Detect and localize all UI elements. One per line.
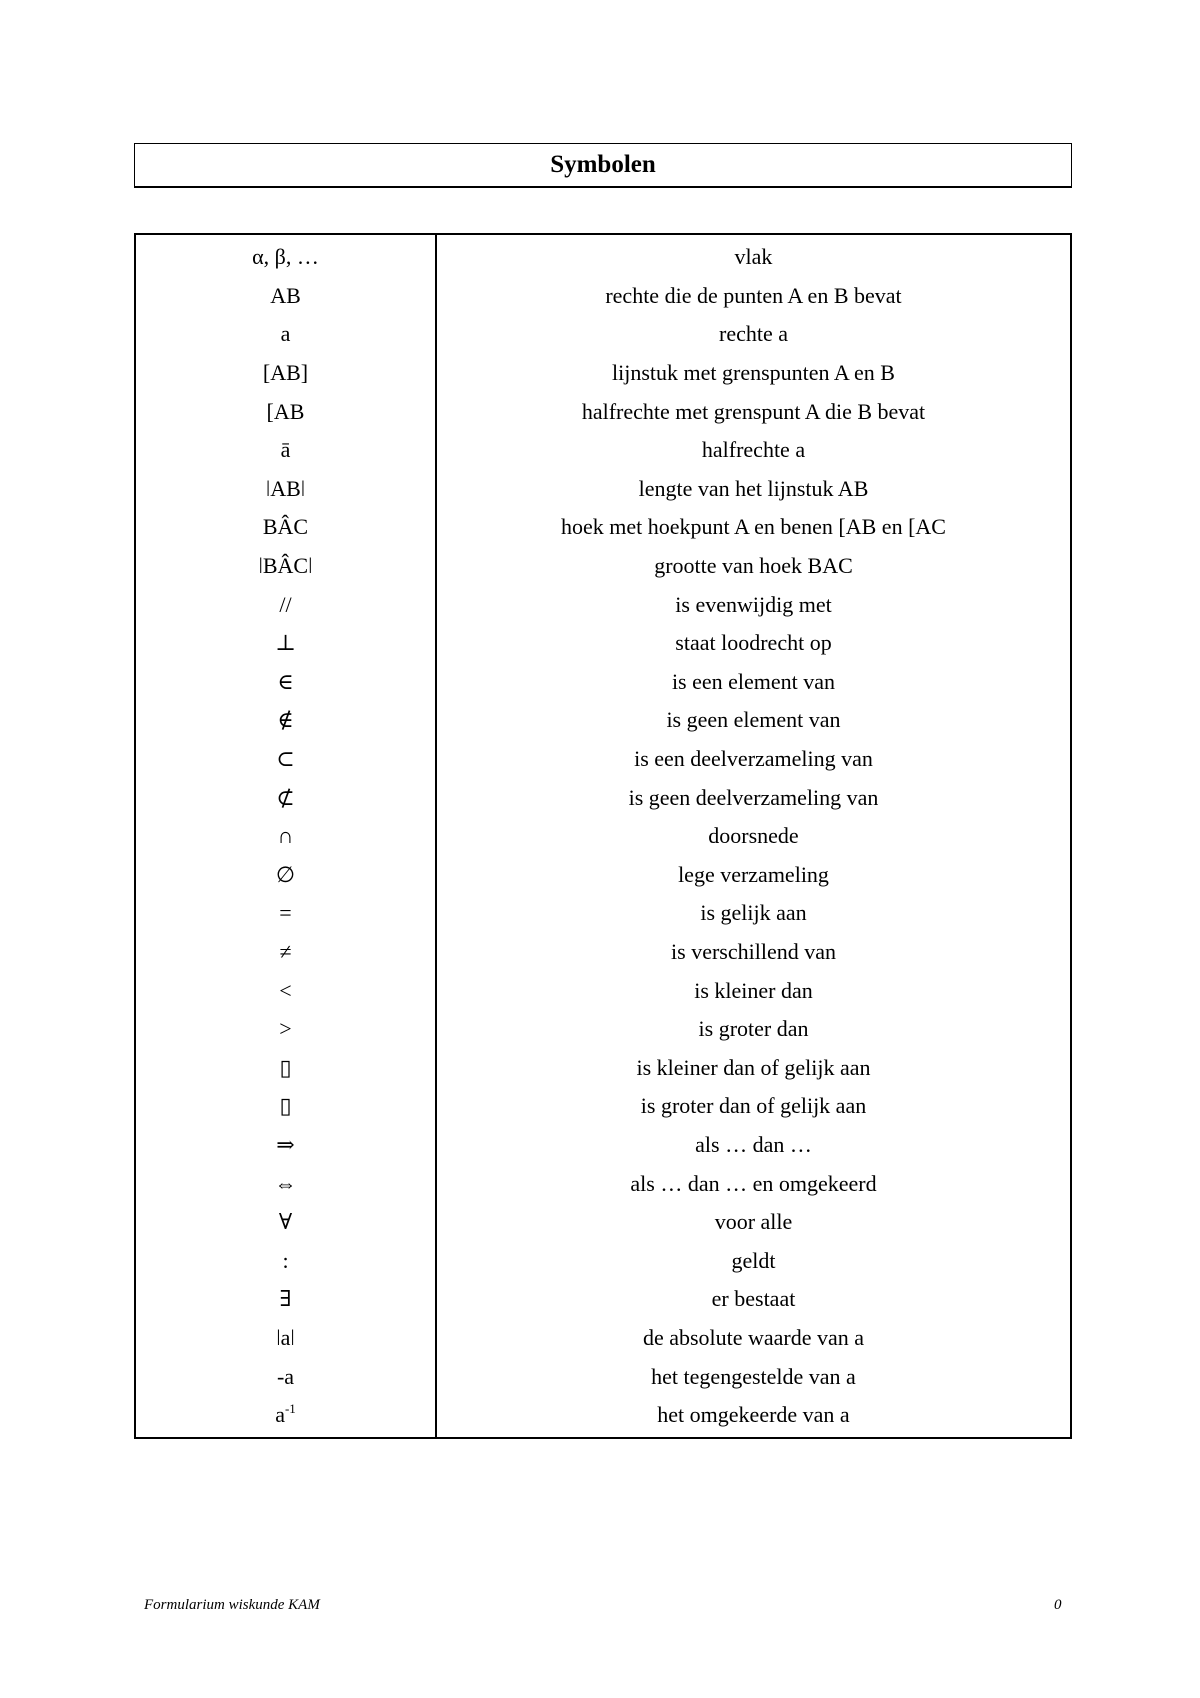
table-row (135, 585, 1071, 624)
table-row (135, 894, 1071, 933)
page-title: Symbolen (134, 143, 1072, 188)
table-row (135, 431, 1071, 470)
table-row (135, 470, 1071, 509)
symbol-cell: : (135, 1241, 436, 1280)
table-row (135, 1048, 1071, 1087)
table-row (135, 933, 1071, 972)
symbol-cell: BÂC (135, 508, 436, 547)
symbol-cell: ǀABǀ (135, 470, 436, 509)
meaning-cell: vlak (734, 244, 773, 270)
table-row (135, 392, 1071, 431)
symbol-cell: // (135, 585, 436, 624)
symbol-base: a (275, 1402, 285, 1428)
symbol-cell: < (135, 971, 436, 1010)
footer-document-title: Formularium wiskunde KAM (144, 1597, 320, 1613)
table-row (135, 1396, 1071, 1439)
meaning-cell: is evenwijdig met (675, 591, 832, 617)
meaning-cell: rechte a (719, 321, 788, 347)
symbol-cell: = (135, 894, 436, 933)
symbol-cell: ⇔ (135, 1164, 436, 1203)
table-row (135, 547, 1071, 586)
meaning-cell: is gelijk aan (700, 900, 807, 926)
table-row (135, 1087, 1071, 1126)
meaning-cell: het omgekeerde van a (657, 1402, 850, 1428)
symbol-cell: ā (135, 431, 436, 470)
table-row (135, 1010, 1071, 1049)
table-row (135, 234, 1071, 277)
symbol-superscript: -1 (284, 1401, 296, 1417)
meaning-cell: is verschillend van (671, 938, 836, 964)
symbol-cell: > (135, 1010, 436, 1049)
table-row (135, 971, 1071, 1010)
meaning-cell: lengte van het lijnstuk AB (638, 475, 869, 501)
table-row (135, 624, 1071, 663)
table-row (135, 663, 1071, 702)
table-row (135, 817, 1071, 856)
symbol-cell: ▯ (135, 1048, 436, 1087)
meaning-cell: grootte van hoek BAC (654, 553, 853, 579)
table-row (135, 354, 1071, 393)
symbol-cell: ∈ (135, 663, 436, 702)
symbol-cell: ∩ (135, 817, 436, 856)
table-row (135, 740, 1071, 779)
meaning-cell: er bestaat (711, 1286, 796, 1312)
symbol-cell: a (135, 315, 436, 354)
table-row (135, 701, 1071, 740)
table-row (135, 856, 1071, 895)
meaning-cell: is kleiner dan (694, 977, 813, 1003)
symbol-cell: -a (135, 1357, 436, 1396)
symbol-cell: ∉ (135, 701, 436, 740)
meaning-cell: halfrechte met grenspunt A die B bevat (581, 398, 926, 424)
symbols-table (134, 233, 1072, 1439)
table-row (135, 315, 1071, 354)
table-row (135, 1319, 1071, 1358)
symbol-cell: ∀ (135, 1203, 436, 1242)
meaning-cell: het tegengestelde van a (651, 1363, 856, 1389)
meaning-cell: rechte die de punten A en B bevat (605, 282, 902, 308)
table-row (135, 1241, 1071, 1280)
meaning-cell: doorsnede (708, 823, 799, 849)
meaning-cell: lege verzameling (678, 861, 829, 887)
symbol-cell: ≠ (135, 933, 436, 972)
meaning-cell: is een deelverzameling van (634, 746, 873, 772)
symbol-cell: ǀBÂCǀ (135, 547, 436, 586)
table-row (135, 1280, 1071, 1319)
meaning-cell: staat loodrecht op (675, 630, 832, 656)
symbol-cell: ∃ (135, 1280, 436, 1319)
meaning-cell: voor alle (714, 1209, 793, 1235)
table-row (135, 778, 1071, 817)
symbol-cell: ▯ (135, 1087, 436, 1126)
meaning-cell: als … dan … en omgekeerd (630, 1170, 877, 1196)
meaning-cell: als … dan … (695, 1131, 812, 1157)
symbol-cell: ǀaǀ (135, 1319, 436, 1358)
footer-page-number: 0 (1054, 1597, 1062, 1613)
symbol-cell: α, β, … (135, 234, 436, 277)
symbol-cell: ⊥ (135, 624, 436, 663)
symbol-cell (135, 1396, 436, 1439)
table-row (135, 277, 1071, 316)
meaning-cell: geldt (731, 1247, 776, 1273)
meaning-cell: is groter dan (698, 1016, 809, 1042)
symbol-cell: ⊄ (135, 778, 436, 817)
meaning-cell: de absolute waarde van a (642, 1324, 865, 1350)
meaning-cell: halfrechte a (701, 437, 806, 463)
table-row (135, 1357, 1071, 1396)
meaning-cell: is geen element van (666, 707, 841, 733)
meaning-cell: is een element van (671, 668, 836, 694)
table-row (135, 508, 1071, 547)
table-row (135, 1203, 1071, 1242)
table-row (135, 1126, 1071, 1165)
symbol-cell: [AB] (135, 354, 436, 393)
meaning-cell: is groter dan of gelijk aan (640, 1093, 867, 1119)
table-row (135, 1164, 1071, 1203)
meaning-cell: is geen deelverzameling van (628, 784, 879, 810)
symbol-cell: ∅ (135, 856, 436, 895)
symbol-cell: [AB (135, 392, 436, 431)
symbol-cell: AB (135, 277, 436, 316)
meaning-cell: lijnstuk met grenspunten A en B (612, 360, 895, 386)
symbol-cell: ⇒ (135, 1126, 436, 1165)
symbol-cell: ⊂ (135, 740, 436, 779)
meaning-cell: is kleiner dan of gelijk aan (636, 1054, 871, 1080)
meaning-cell: hoek met hoekpunt A en benen [AB en [AC (561, 514, 946, 540)
